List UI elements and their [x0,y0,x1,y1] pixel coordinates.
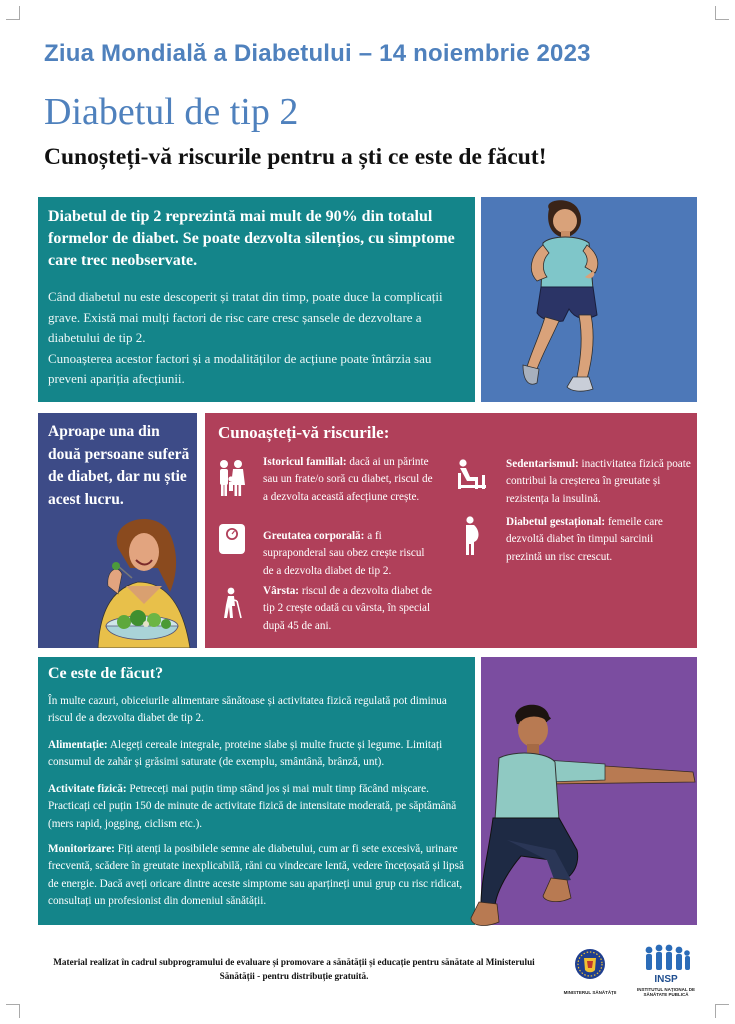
scale-icon [218,523,246,555]
crop-mark [715,6,729,20]
intro-paragraph: Când diabetul nu este descoperit și tratat din timp, poate duce la complicații grave. Există mai mulți factori de risc care cresc șansele de dezvoltare a diabetului de tip 2. [48,289,443,345]
squatting-man-illustration [455,700,705,945]
elderly-icon [222,587,244,619]
insp-people-icon [635,944,697,974]
runner-illustration-panel [481,197,697,402]
page-title: Diabetul de tip 2 [44,91,299,133]
actions-title: Ce este de făcut? [48,665,164,682]
crop-mark [6,6,20,20]
intro-paragraph: Cunoașterea acestor factori și a modalităților de acțiune poate întârzia sau preveni apariția afecțiunii. [48,350,432,386]
insp-caption: INSTITUTUL NAȚIONAL DE SĂNĂTATE PUBLICĂ [636,987,696,997]
sitting-icon [456,459,488,491]
statistic-callout-panel [38,413,197,648]
risk-factors-title: Cunoașteți-vă riscurile: [218,423,390,442]
runner-illustration [481,197,697,402]
intro-lead: Diabetul de tip 2 reprezintă mai mult de 90% din totalul formelor de diabet. Se poate dezvolta silențios, cu simptome care trec neobservate. [48,208,455,269]
risk-age: Vârsta: riscul de a dezvolta diabet de tip 2 crește odată cu vârsta, în special după 45 de ani. [263,585,432,632]
statistic-callout: Aproape una din două persoane suferă de diabet, dar nu știe acest lucru. [48,423,190,508]
intro-body [48,287,468,390]
woman-eating-salad-illustration [78,508,197,648]
ministry-of-health-logo [560,944,620,1000]
ministry-emblem-icon [560,944,620,990]
actions-intro: În multe cazuri, obiceiurile alimentare sănătoase și activitatea fizică regulată pot diminua riscul de a dezvolta diabet de tip 2. [48,695,447,725]
insp-logo [635,944,697,1002]
crop-mark [715,1004,729,1018]
risk-body-weight: Greutatea corporală: a fi supraponderal sau obez crește riscul de a dezvolta diabet de tip 2. [263,530,425,577]
risk-factors-panel [205,413,697,648]
crop-mark [6,1004,20,1018]
footer-note: Material realizat în cadrul subprogramului de evaluare și promovare a sănătății și educație pentru sănătate al Ministerului Sănătății - pentru distribuție gratuită. [53,957,535,981]
ministry-caption: MINISTERUL SĂNĂTĂȚII [563,990,617,995]
risk-gestational-diabetes: Diabetul gestațional: femeile care dezvoltă diabet în timpul sarcinii prezintă un risc crescut. [506,516,663,563]
family-icon [217,459,245,499]
action-monitoring: Monitorizare: Fiți atenți la posibilele semne ale diabetului, cum ar fi sete excesivă, urinare frecventă, scădere în greutate inexplicabilă, răni cu vindecare lentă, vedere încețoșată și lipsă de energie. Dacă aveți oricare dintre aceste simptome sau aparțineți unui grup cu risc ridicat, consultați un profesionist din domeniul sănătății. [48,843,464,908]
actions-panel [38,657,475,925]
insp-abbreviation: INSP [654,974,678,985]
risk-family-history: Istoricul familial: dacă ai un părinte sau un frate/o soră cu diabet, riscul de a dezvolta această afecțiune crește. [263,456,433,503]
event-date-heading: Ziua Mondială a Diabetului – 14 noiembrie 2023 [44,40,591,67]
pregnant-icon [462,516,482,556]
page-subtitle: Cunoșteți-vă riscurile pentru a ști ce este de făcut! [44,144,547,170]
action-nutrition: Alimentație: Alegeți cereale integrale, proteine slabe și multe fructe și legume. Limitați consumul de zahăr și grăsimi saturate (de exemplu, smântână, brânză, unt). [48,739,443,769]
risk-sedentary: Sedentarismul: inactivitatea fizică poate contribui la creșterea în greutate și rezistența la insulină. [506,458,691,505]
intro-panel [38,197,475,402]
action-physical-activity: Activitate fizică: Petreceți mai puțin timp stând jos și mai mult timp făcând mișcare. Practicați cel puțin 150 de minute de activitate fizică de intensitate moderată, pe săptămână (mers rapid, jogging, ciclism etc.). [48,783,457,830]
